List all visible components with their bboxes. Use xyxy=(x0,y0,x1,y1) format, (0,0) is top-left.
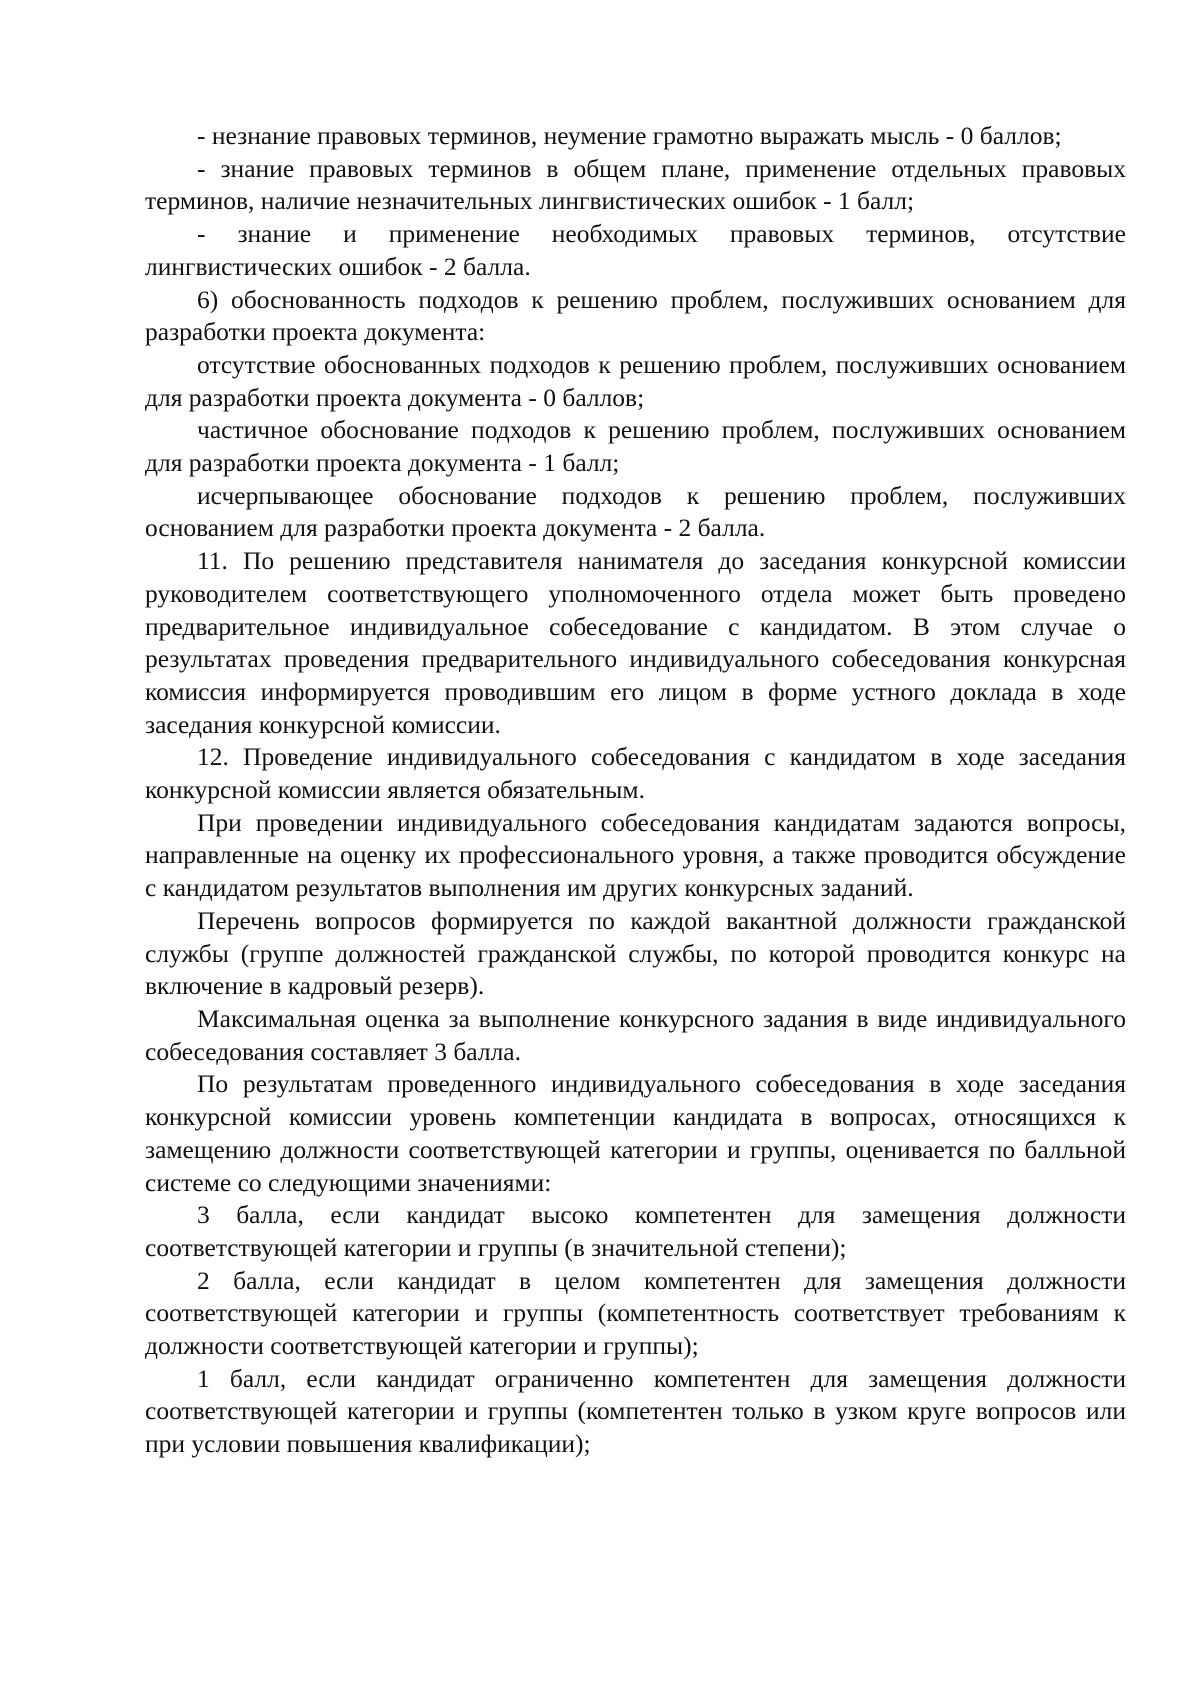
paragraph-item-6: 6) обоснованность подходов к решению проблем, послуживших основанием для разработки проекта документа: xyxy=(145,284,1126,347)
paragraph-score-3: 3 балла, если кандидат высоко компетентен для замещения должности соответствующей категории и группы (в значительной степени); xyxy=(145,1200,1126,1262)
paragraph-question-list: Перечень вопросов формируется по каждой вакантной должности гражданской службы (группе должностей гражданской службы, по которой проводится конкурс на включение в кадровый резерв). xyxy=(145,905,1126,1001)
paragraph-no-terms: - незнание правовых терминов, неумение грамотно выражать мысль - 0 баллов; xyxy=(197,121,1062,150)
paragraph-no-justification: отсутствие обоснованных подходов к решению проблем, послуживших основанием для разработки проекта документа - 0 баллов; xyxy=(145,349,1126,412)
paragraph-clause-11: 11. По решению представителя нанимателя до заседания конкурсной комиссии руководителем соответствующего уполномоченного отдела может быть проведено предварительное индивидуальное собеседование с кандидатом. В этом случае о результатах проведения предварительного индивидуального собеседования конкурсная комиссия информируется проводившим его лицом в форме устного доклада в ходе заседания конкурсной комиссии. xyxy=(145,546,1126,739)
document-page xyxy=(145,120,1126,1461)
paragraph-max-score: Максимальная оценка за выполнение конкурсного задания в виде индивидуального собеседования составляет 3 балла. xyxy=(145,1003,1126,1066)
paragraph-clause-12: 12. Проведение индивидуального собеседования с кандидатом в ходе заседания конкурсной комиссии является обязательным. xyxy=(145,742,1126,805)
paragraph-interview-questions: При проведении индивидуального собеседования кандидатам задаются вопросы, направленные на оценку их профессионального уровня, а также проводится обсуждение с кандидатом результатов выполнения им других конкурсных заданий. xyxy=(145,807,1126,903)
paragraph-general-terms: - знание правовых терминов в общем плане, применение отдельных правовых терминов, наличие незначительных лингвистических ошибок - 1 балл; xyxy=(145,153,1126,216)
paragraph-score-2: 2 балла, если кандидат в целом компетентен для замещения должности соответствующей категории и группы (компетентность соответствует требованиям к должности соответствующей категории и группы); xyxy=(145,1265,1126,1361)
paragraph-full-justification: исчерпывающее обоснование подходов к решению проблем, послуживших основанием для разработки проекта документа - 2 балла. xyxy=(145,480,1126,543)
paragraph-required-terms: - знание и применение необходимых правовых терминов, отсутствие лингвистических ошибок - 2 балла. xyxy=(145,219,1126,281)
paragraph-partial-justification: частичное обоснование подходов к решению проблем, послуживших основанием для разработки проекта документа - 1 балл; xyxy=(145,415,1126,478)
paragraph-scoring-intro: По результатам проведенного индивидуального собеседования в ходе заседания конкурсной комиссии уровень компетенции кандидата в вопросах, относящихся к замещению должности соответствующей категории и группы, оценивается по балльной системе со следующими значениями: xyxy=(145,1069,1126,1197)
paragraph-score-1: 1 балл, если кандидат ограниченно компетентен для замещения должности соответствующей категории и группы (компетентен только в узком круге вопросов или при условии повышения квалификации); xyxy=(145,1363,1126,1459)
